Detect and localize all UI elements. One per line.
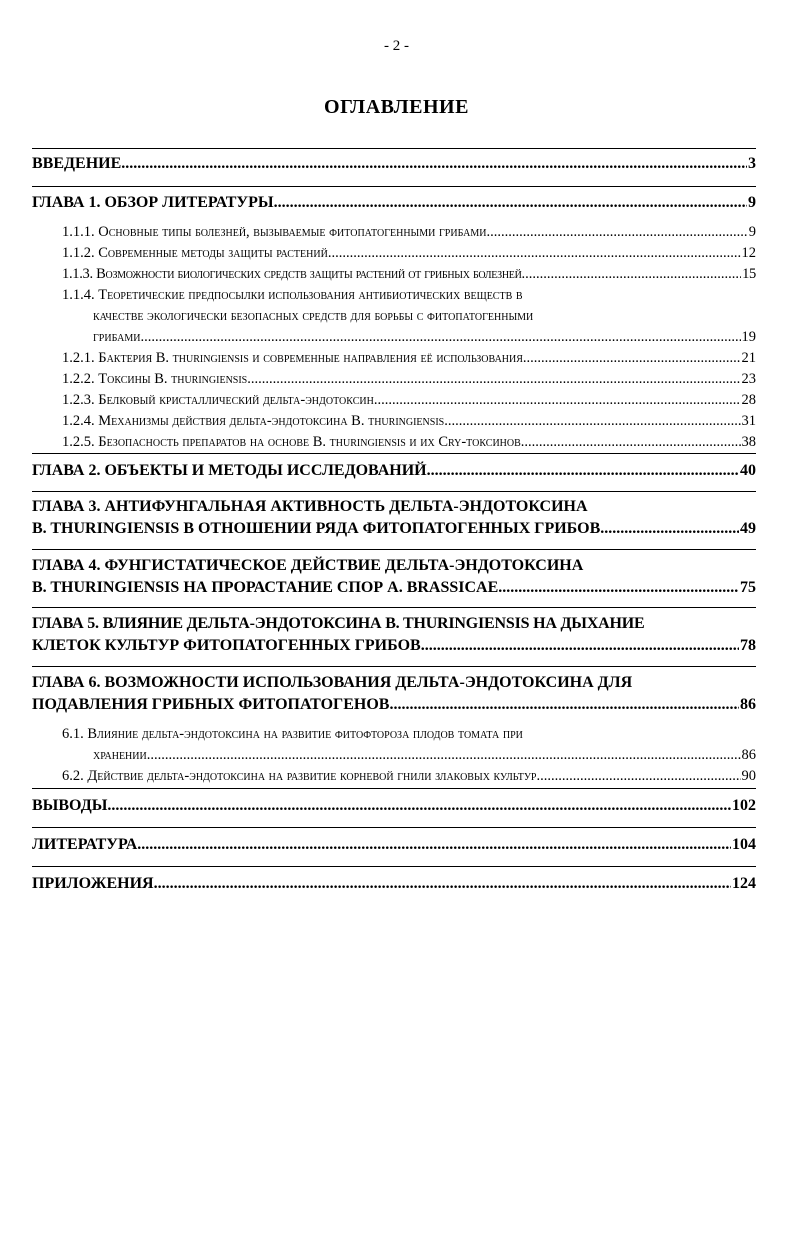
- entry-page: 15: [742, 266, 756, 282]
- divider: [32, 666, 756, 667]
- entry-page: 75: [740, 579, 756, 596]
- page-title: ОГЛАВЛЕНИЕ: [324, 96, 469, 118]
- entry-page: 31: [741, 413, 756, 429]
- entry-label: ВЫВОДЫ: [32, 797, 108, 814]
- toc-entry-chapter-3[interactable]: [32, 519, 756, 539]
- entry-label: 1.1.1. Основные типы болезней, вызываемые фитопатогенными грибами: [62, 224, 487, 240]
- toc-entry-chapter-2[interactable]: [32, 461, 756, 481]
- toc-entry-conclusions[interactable]: [32, 796, 756, 816]
- divider: [32, 549, 756, 550]
- entry-page: 49: [740, 520, 756, 537]
- divider: [32, 827, 756, 828]
- toc-entry-literature[interactable]: [32, 835, 756, 855]
- divider: [32, 866, 756, 867]
- toc-entry-1-1-4-line2: качестве экологически безопасных средств для борьбы с фитопатогенными: [93, 308, 534, 324]
- entry-label: 1.2.3. Белковый кристаллический дельта-эндотоксин: [62, 392, 374, 408]
- toc-entry-appendices[interactable]: [32, 874, 756, 894]
- entry-page: 28: [741, 392, 756, 408]
- entry-label: 1.2.5. Безопасность препаратов на основе B. thuringiensis и их Cry-токсинов: [62, 434, 521, 450]
- divider: [32, 186, 756, 187]
- toc-entry-6-1[interactable]: [93, 745, 756, 765]
- entry-label: КЛЕТОК КУЛЬТУР ФИТОПАТОГЕННЫХ ГРИБОВ: [32, 637, 421, 654]
- leader-dots: [274, 193, 747, 213]
- entry-page: 21: [741, 350, 756, 366]
- entry-page: 90: [741, 768, 756, 784]
- divider: [32, 607, 756, 608]
- toc-entry-1-2-5[interactable]: [62, 432, 756, 452]
- entry-label: ВВЕДЕНИЕ: [32, 155, 122, 172]
- entry-label: B. THURINGIENSIS НА ПРОРАСТАНИЕ СПОР A. BRASSICAE: [32, 579, 499, 596]
- entry-label: ЛИТЕРАТУРА: [32, 836, 138, 853]
- entry-page: 86: [741, 747, 756, 763]
- entry-label: B. THURINGIENSIS В ОТНОШЕНИИ РЯДА ФИТОПАТОГЕННЫХ ГРИБОВ: [32, 520, 601, 537]
- toc-entry-chapter-3-line1: ГЛАВА 3. АНТИФУНГАЛЬНАЯ АКТИВНОСТЬ ДЕЛЬТА-ЭНДОТОКСИНА: [32, 498, 588, 515]
- entry-label: ПРИЛОЖЕНИЯ: [32, 875, 154, 892]
- toc-entry-1-2-2[interactable]: [62, 369, 756, 389]
- entry-page: 40: [740, 462, 756, 479]
- entry-label: 1.2.2. Токсины B. thuringiensis: [62, 371, 248, 387]
- entry-label: 1.1.2. Современные методы защиты растений: [62, 245, 328, 261]
- entry-page: 12: [741, 245, 756, 261]
- divider: [32, 788, 756, 789]
- leader-dots: [522, 264, 742, 284]
- leader-dots: [444, 411, 740, 431]
- leader-dots: [600, 519, 739, 539]
- leader-dots: [107, 796, 731, 816]
- toc-entry-1-2-4[interactable]: [62, 411, 756, 431]
- entry-label: 6.2. Действие дельта-эндотоксина на развитие корневой гнили злаковых культур: [62, 768, 537, 784]
- divider: [32, 491, 756, 492]
- entry-label: 1.2.1. Бактерия B. thuringiensis и современные направления её использования: [62, 350, 523, 366]
- entry-label: ГЛАВА 1. ОБЗОР ЛИТЕРАТУРЫ: [32, 194, 274, 211]
- leader-dots: [523, 348, 741, 368]
- entry-label: ПОДАВЛЕНИЯ ГРИБНЫХ ФИТОПАТОГЕНОВ: [32, 696, 390, 713]
- leader-dots: [537, 766, 741, 786]
- entry-label: грибами: [93, 329, 141, 345]
- leader-dots: [328, 243, 741, 263]
- toc-entry-chapter-6[interactable]: [32, 695, 756, 715]
- leader-dots: [137, 835, 731, 855]
- leader-dots: [141, 327, 741, 347]
- toc-entry-1-1-1[interactable]: [62, 222, 756, 242]
- entry-page: 104: [732, 836, 756, 853]
- leader-dots: [389, 695, 739, 715]
- toc-entry-1-1-3[interactable]: [62, 264, 756, 284]
- page-number: - 2 -: [384, 38, 409, 54]
- leader-dots: [521, 432, 741, 452]
- leader-dots: [147, 745, 741, 765]
- divider: [32, 453, 756, 454]
- entry-page: 78: [740, 637, 756, 654]
- entry-page: 86: [740, 696, 756, 713]
- toc-entry-chapter-5[interactable]: [32, 636, 756, 656]
- toc-entry-chapter-4-line1: ГЛАВА 4. ФУНГИСТАТИЧЕСКОЕ ДЕЙСТВИЕ ДЕЛЬТА-ЭНДОТОКСИНА: [32, 557, 584, 574]
- leader-dots: [427, 461, 739, 481]
- toc-entry-6-1-line1: 6.1. Влияние дельта-эндотоксина на развитие фитофтороза плодов томата при: [62, 726, 523, 742]
- toc-entry-chapter-6-line1: ГЛАВА 6. ВОЗМОЖНОСТИ ИСПОЛЬЗОВАНИЯ ДЕЛЬТА-ЭНДОТОКСИНА ДЛЯ: [32, 674, 633, 691]
- leader-dots: [121, 154, 747, 174]
- toc-entry-6-2[interactable]: [62, 766, 756, 786]
- toc-entry-intro[interactable]: [32, 154, 756, 174]
- leader-dots: [421, 636, 739, 656]
- divider: [32, 148, 756, 149]
- entry-page: 102: [732, 797, 756, 814]
- toc-entry-chapter-1[interactable]: [32, 193, 756, 213]
- entry-label: 1.2.4. Механизмы действия дельта-эндотоксина B. thuringiensis: [62, 413, 445, 429]
- entry-page: 9: [748, 194, 756, 211]
- entry-label: ГЛАВА 2. ОБЪЕКТЫ И МЕТОДЫ ИССЛЕДОВАНИЙ: [32, 462, 427, 479]
- leader-dots: [154, 874, 731, 894]
- entry-page: 124: [732, 875, 756, 892]
- entry-label: хранении: [93, 747, 147, 763]
- toc-entry-1-1-4-line1: 1.1.4. Теоретические предпосылки использования антибиотических веществ в: [62, 287, 523, 303]
- toc-entry-1-2-3[interactable]: [62, 390, 756, 410]
- entry-page: 3: [748, 155, 756, 172]
- entry-page: 23: [741, 371, 756, 387]
- entry-page: 38: [741, 434, 756, 450]
- toc-entry-1-1-2[interactable]: [62, 243, 756, 263]
- entry-label: 1.1.3. Возможности биологических средств защиты растений от грибных болезней: [62, 266, 522, 282]
- toc-entry-chapter-4[interactable]: [32, 578, 756, 598]
- entry-page: 19: [741, 329, 756, 345]
- leader-dots: [247, 369, 740, 389]
- toc-entry-1-1-4[interactable]: [93, 327, 756, 347]
- toc-entry-chapter-5-line1: ГЛАВА 5. ВЛИЯНИЕ ДЕЛЬТА-ЭНДОТОКСИНА B. THURINGIENSIS НА ДЫХАНИЕ: [32, 615, 645, 632]
- leader-dots: [374, 390, 741, 410]
- toc-entry-1-2-1[interactable]: [62, 348, 756, 368]
- entry-page: 9: [748, 224, 756, 240]
- leader-dots: [487, 222, 748, 242]
- leader-dots: [498, 578, 739, 598]
